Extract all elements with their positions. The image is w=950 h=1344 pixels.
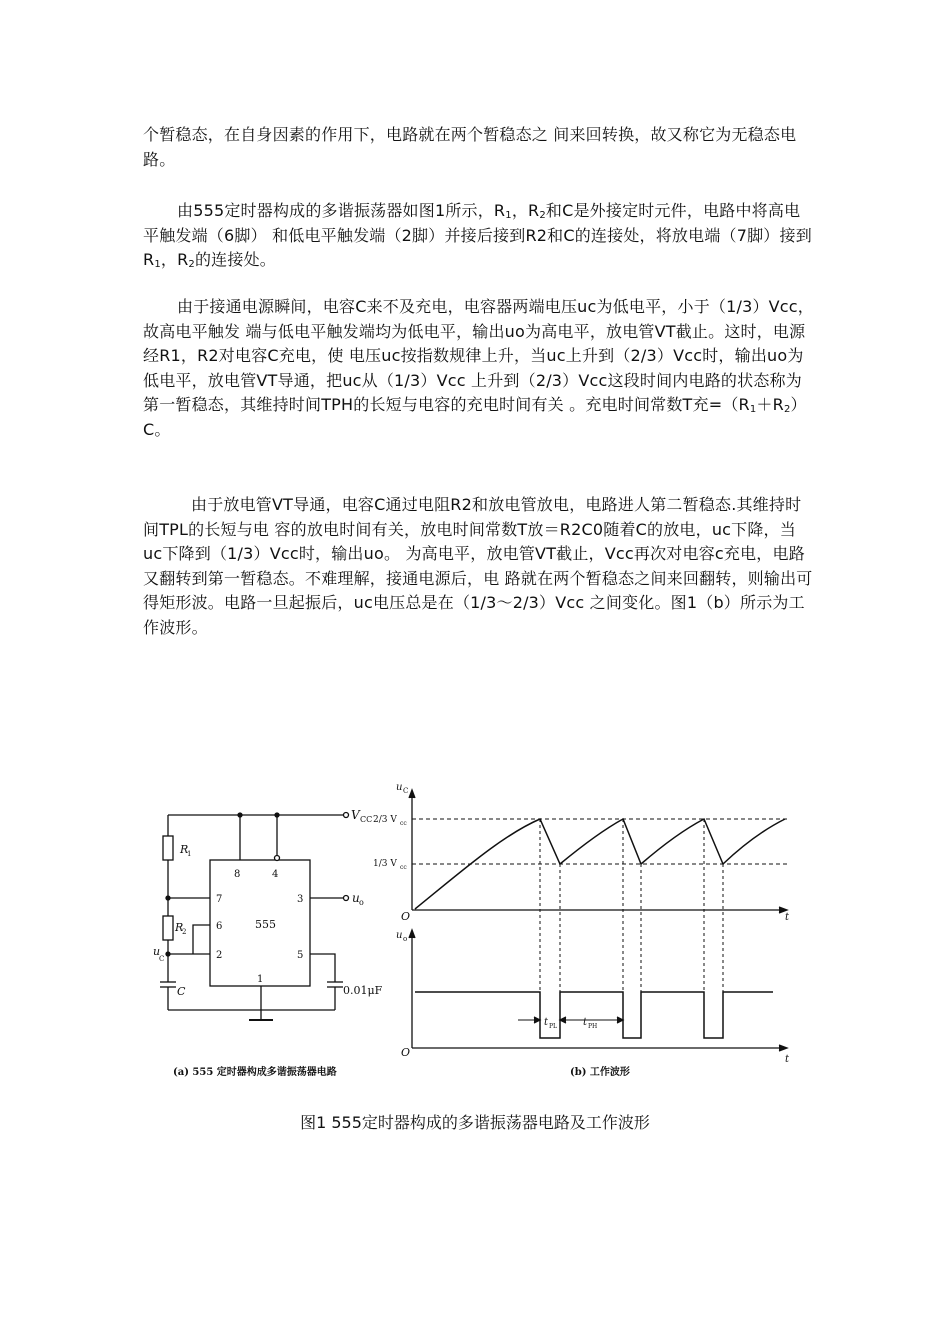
vcc-sub: CC	[360, 815, 373, 824]
pin7-label: 7	[216, 894, 223, 905]
waveform-caption: (b) 工作波形	[570, 1067, 630, 1078]
figure-caption: 图1 555定时器构成的多谐振荡器电路及工作波形	[300, 1113, 650, 1132]
circuit-caption: (a) 555 定时器构成多谐振荡器电路	[173, 1067, 337, 1078]
tph-label: t	[583, 1017, 588, 1028]
uo-label: u	[352, 891, 360, 905]
tph-sub: PH	[588, 1023, 598, 1030]
level-low-label: 1/3 V	[373, 859, 397, 869]
subscript: 2	[188, 259, 195, 271]
pin5-label: 5	[297, 950, 304, 961]
subscript: 1	[154, 259, 161, 271]
level-low-sub: cc	[400, 864, 407, 871]
origin-lower: O	[401, 1046, 411, 1059]
waveform-diagram	[373, 782, 790, 1078]
paragraph-2-text-d: ，R	[160, 250, 189, 270]
vcc-label: V	[351, 808, 360, 822]
paragraph-1	[143, 123, 815, 172]
figure-1	[153, 770, 803, 1100]
level-high-label: 2/3 V	[373, 815, 397, 825]
uc-label: u	[153, 945, 161, 958]
uo-waveform	[415, 992, 773, 1038]
paragraph-2-text-a: 由555定时器构成的多谐振荡器如图1所示，R	[177, 201, 506, 220]
pin2-label: 2	[216, 950, 223, 961]
tpl-sub: PL	[549, 1023, 558, 1030]
paragraph-3	[143, 295, 815, 443]
subscript: 1	[505, 210, 512, 221]
r1-sub: 1	[187, 850, 192, 858]
paragraph-3-text-a: 由于接通电源瞬间，电容C来不及充电，电容器两端电压uc为低电平，小于（1/3）Vcc，故高电平触发 端与低电平触发端均为低电平，输出uo为高电平，放电管VT截止。这时，电源经R1，R2对电容C充电，使 电压uc按指数规律上升，当uc上升到（2/3）Vcc时，输出uo为低电平，放电管VT导通，把uc从（1/3）Vcc 上升到（2/3）Vcc这段时间内电路的状态称为第一暂稳态，其维持时间TPH的长短与电容的充电时间有关 。充电时间常数T充=（R	[143, 297, 814, 415]
t-axis-upper: t	[785, 912, 790, 923]
uo-sub: o	[359, 898, 364, 907]
subscript: 2	[539, 210, 546, 221]
pin1-label: 1	[257, 974, 264, 985]
paragraph-2	[143, 199, 815, 273]
paragraph-2-text-e: 的连接处。	[194, 250, 276, 270]
uc-sub: C	[159, 955, 165, 963]
paragraph-1-text: 个暂稳态，在自身因素的作用下，电路就在两个暂稳态之 间来回转换，故又称它为无稳态电路。	[143, 125, 797, 169]
tpl-label: t	[544, 1017, 549, 1028]
pin3-label: 3	[297, 894, 304, 905]
r2-sub: 2	[182, 928, 187, 936]
uc-axis-label: u	[396, 782, 403, 793]
paragraph-2-text-c: 和C是外接定时元件，电路中将高电平触发端（6脚） 和低电平触发端（2脚）并接后接到R2和C的连接处，将放电端（7脚）接到R	[143, 201, 812, 270]
paragraph-2-text-b: ，R	[511, 201, 540, 220]
r1-label: R	[180, 843, 189, 856]
pin6-label: 6	[216, 921, 223, 932]
paragraph-4	[143, 493, 815, 641]
circuit-diagram	[153, 808, 383, 1078]
uo-axis-sub: o	[403, 935, 408, 943]
paragraph-4-text: 由于放电管VT导通，电容C通过电阻R2和放电管放电，电路进人第二暂稳态.其维持时间TPL的长短与电 容的放电时间有关，放电时间常数T放＝R2C0随着C的放电，uc下降，当uc下降到（1/3）Vcc时，输出uo。 为高电平，放电管VT截止，Vcc再次对电容c充电，电路又翻转到第一暂稳态。不难理解，接通电源后，电 路就在两个暂稳态之间来回翻转，则输出可得矩形波。电路一旦起振后，uc电压总是在（1/3～2/3）Vcc 之间变化。图1（b）所示为工作波形。	[143, 495, 813, 637]
origin-upper: O	[401, 910, 411, 923]
c-label: C	[177, 985, 186, 998]
t-axis-lower: t	[785, 1054, 790, 1065]
r2-label: R	[175, 921, 184, 934]
subscript: 2	[783, 404, 791, 416]
uc-axis-sub: C	[403, 787, 409, 795]
r2-resistor	[163, 916, 173, 940]
subscript: 1	[749, 404, 757, 416]
paragraph-3-text-b: ＋R	[756, 395, 784, 415]
level-high-sub: cc	[400, 820, 407, 827]
pin8-label: 8	[234, 869, 241, 880]
cap-value-label: 0.01μF	[343, 984, 383, 997]
pin4-label: 4	[272, 869, 279, 880]
r1-resistor	[163, 836, 173, 860]
uo-axis-label: u	[396, 930, 403, 941]
paragraph-3-text-c: ）C。	[143, 395, 807, 439]
chip-label: 555	[255, 918, 276, 931]
